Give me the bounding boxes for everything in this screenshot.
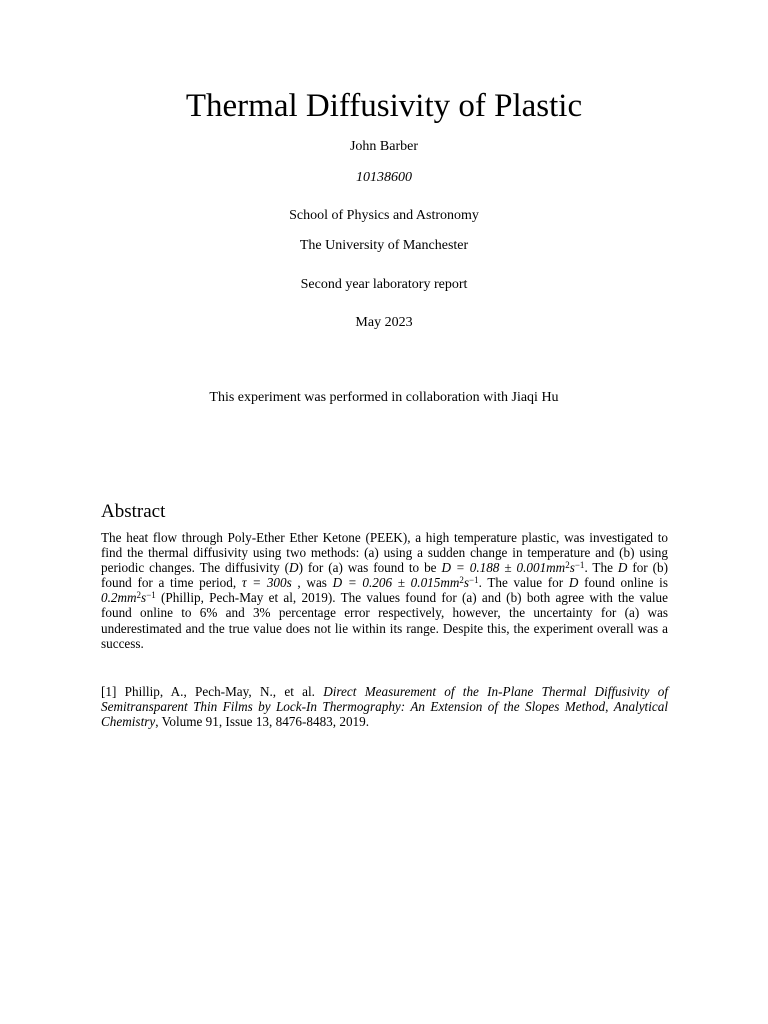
diffusivity-symbol: D: [617, 560, 628, 576]
report-date: May 2023: [355, 315, 413, 330]
result-b-unit-exponent-2: −1: [469, 575, 479, 586]
abstract-text-8: (Phillip, Pech-May et al, 2019). The values found for (a) and (b) both agree with the value found online to 6% and 3% percentage error respectively, however, the uncertainty for (a) was underestimated and the true value does not lie within its range. Despite this, the experiment overall was a success.: [101, 590, 668, 651]
abstract-text-2: ) for (a) was found to be: [298, 560, 442, 576]
reference-details: , Volume 91, Issue 13, 8476-8483, 2019.: [155, 714, 370, 730]
author-name: John Barber: [349, 139, 419, 154]
online-unit-exponent-1: 2: [136, 590, 142, 601]
abstract-heading: Abstract: [101, 501, 166, 522]
reference-entry: [101, 684, 668, 729]
online-value: 0.2mm: [101, 590, 137, 606]
abstract-text-5: , was: [291, 575, 333, 591]
reference-authors: [1] Phillip, A., Pech-May, N., et al.: [101, 684, 324, 699]
abstract-text-6: . The value for: [478, 575, 569, 591]
diffusivity-symbol: D: [289, 560, 299, 576]
result-a-unit: s: [569, 560, 575, 576]
abstract-text-7: found online is: [578, 575, 668, 591]
result-a-unit-exponent-2: −1: [574, 560, 585, 571]
collaboration-note: This experiment was performed in collaboration with Jiaqi Hu: [209, 390, 559, 405]
result-a-unit-exponent-1: 2: [565, 560, 570, 571]
time-period-value: τ = 300s: [241, 575, 292, 591]
result-b-unit-exponent-1: 2: [459, 575, 464, 586]
abstract-text-1: The heat flow through Poly-Ether Ether Ketone (PEEK), a high temperature plastic, was investigated to find the thermal diffusivity using two methods: (a) using a sudden change in temperature and (b) using periodic changes. The diffusivity (: [101, 530, 668, 576]
reference-separator: ,: [605, 699, 614, 715]
page-title: Thermal Diffusivity of Plastic: [185, 88, 583, 124]
abstract-text-4: for (b) found for a time period,: [101, 560, 668, 591]
result-b-unit: s: [463, 575, 470, 591]
online-unit-exponent-2: −1: [146, 590, 156, 601]
school-name: School of Physics and Astronomy: [289, 208, 479, 223]
diffusivity-symbol: D: [568, 575, 579, 591]
abstract-body: [101, 530, 668, 651]
online-unit: s: [141, 590, 147, 606]
student-id: 10138600: [356, 170, 412, 185]
reference-title: Direct Measurement of the In-Plane Thermal Diffusivity of Semitransparent Thin Films by Lock-In Thermography: An Extension of the Slopes Method: [101, 684, 668, 715]
reference-journal: Analytical Chemistry: [101, 699, 668, 730]
report-type: Second year laboratory report: [300, 277, 468, 292]
result-b-value: D = 0.206 ± 0.015mm: [332, 575, 460, 591]
university-name: The University of Manchester: [299, 238, 469, 253]
result-a-value: D = 0.188 ± 0.001mm: [441, 560, 566, 576]
abstract-text-3: . The: [584, 560, 618, 576]
